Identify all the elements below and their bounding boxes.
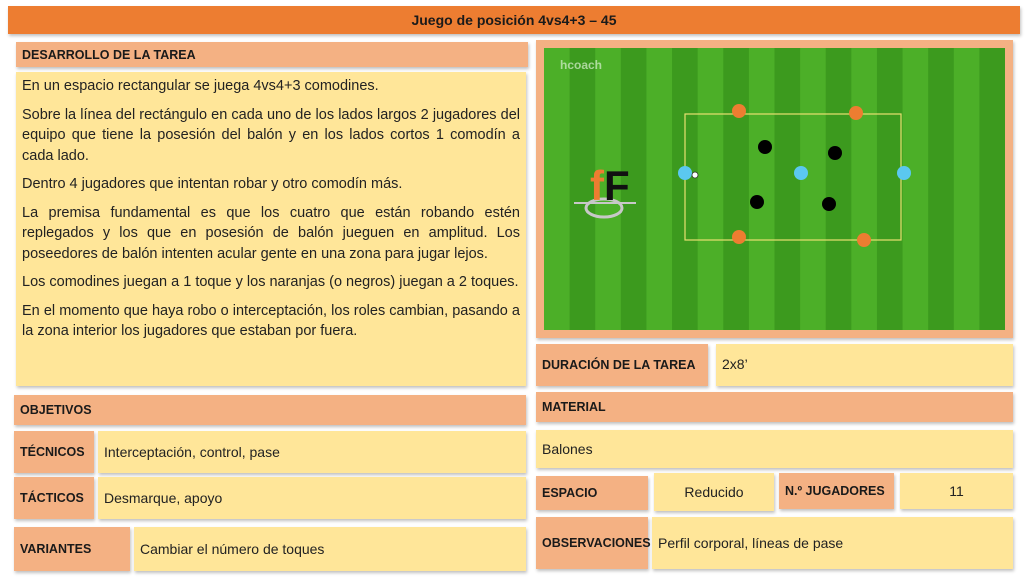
- grass-stripe: [877, 48, 903, 330]
- material-label: MATERIAL: [536, 392, 1013, 422]
- desarrollo-paragraph: En el momento que haya robo o interceptación, los roles cambian, pasando a la zona interior los jugadores que estaban por fuera.: [22, 302, 520, 339]
- black-player: [750, 195, 764, 209]
- tecnicos-label: TÉCNICOS: [14, 431, 94, 473]
- field-diagram-frame: [536, 40, 1013, 338]
- grass-stripe: [800, 48, 826, 330]
- orange-player: [849, 106, 863, 120]
- black-player: [758, 140, 772, 154]
- desarrollo-header: DESARROLLO DE LA TAREA: [16, 42, 528, 67]
- grass-stripe: [723, 48, 749, 330]
- grass-stripe: [698, 48, 724, 330]
- watermark: hcoach: [560, 58, 603, 72]
- desarrollo-paragraph: En un espacio rectangular se juega 4vs4+3 comodines.: [22, 78, 379, 94]
- objetivos-header: OBJETIVOS: [14, 395, 526, 425]
- grass-stripe: [646, 48, 672, 330]
- page-title: Juego de posición 4vs4+3 – 45: [8, 6, 1020, 34]
- duracion-label: DURACIÓN DE LA TAREA: [536, 344, 708, 386]
- grass-stripe: [826, 48, 852, 330]
- material-value: Balones: [536, 430, 1013, 468]
- grass-stripe: [979, 48, 1005, 330]
- variantes-value: Cambiar el número de toques: [134, 527, 526, 571]
- duracion-value: 2x8’: [716, 344, 1013, 386]
- tecnicos-value: Interceptación, control, pase: [98, 431, 526, 473]
- wildcard-player: [794, 166, 808, 180]
- black-player: [822, 197, 836, 211]
- desarrollo-paragraph: Dentro 4 jugadores que intentan robar y otro comodín más.: [22, 176, 403, 192]
- svg-text:fF: fF: [590, 162, 630, 209]
- jugadores-label: N.º JUGADORES: [779, 473, 894, 509]
- grass-stripe: [544, 48, 570, 330]
- variantes-label: VARIANTES: [14, 527, 130, 571]
- espacio-label: ESPACIO: [536, 476, 648, 510]
- orange-player: [732, 104, 746, 118]
- wildcard-player: [897, 166, 911, 180]
- grass-stripe: [928, 48, 954, 330]
- desarrollo-paragraph: Sobre la línea del rectángulo en cada uno de los lados largos 2 jugadores del equipo que tiene la posesión del balón y en los lados cortos 1 comodín a cada lado.: [22, 106, 520, 164]
- desarrollo-text: [16, 72, 526, 386]
- grass-stripe: [851, 48, 877, 330]
- orange-player: [732, 230, 746, 244]
- grass-stripe: [903, 48, 929, 330]
- grass-stripe: [954, 48, 980, 330]
- desarrollo-paragraph: Los comodines juegan a 1 toque y los naranjas (o negros) juegan a 2 toques.: [22, 274, 519, 290]
- wildcard-player: [678, 166, 692, 180]
- field-diagram: [544, 48, 1005, 330]
- grass-stripe: [775, 48, 801, 330]
- grass-stripe: [749, 48, 775, 330]
- observaciones-label: OBSERVACIONES: [536, 517, 648, 569]
- observaciones-value: Perfil corporal, líneas de pase: [652, 517, 1013, 569]
- orange-player: [857, 233, 871, 247]
- espacio-value: Reducido: [654, 473, 774, 511]
- tacticos-label: TÁCTICOS: [14, 477, 94, 519]
- ball-icon: [692, 172, 698, 178]
- desarrollo-paragraph: La premisa fundamental es que los cuatro que están robando estén replegados y los que en posesión de balón jueguen en amplitud. Los poseedores de balón intenten acular gente en una zona para jugar lejos.: [22, 204, 520, 262]
- black-player: [828, 146, 842, 160]
- jugadores-value: 11: [900, 473, 1013, 509]
- tacticos-value: Desmarque, apoyo: [98, 477, 526, 519]
